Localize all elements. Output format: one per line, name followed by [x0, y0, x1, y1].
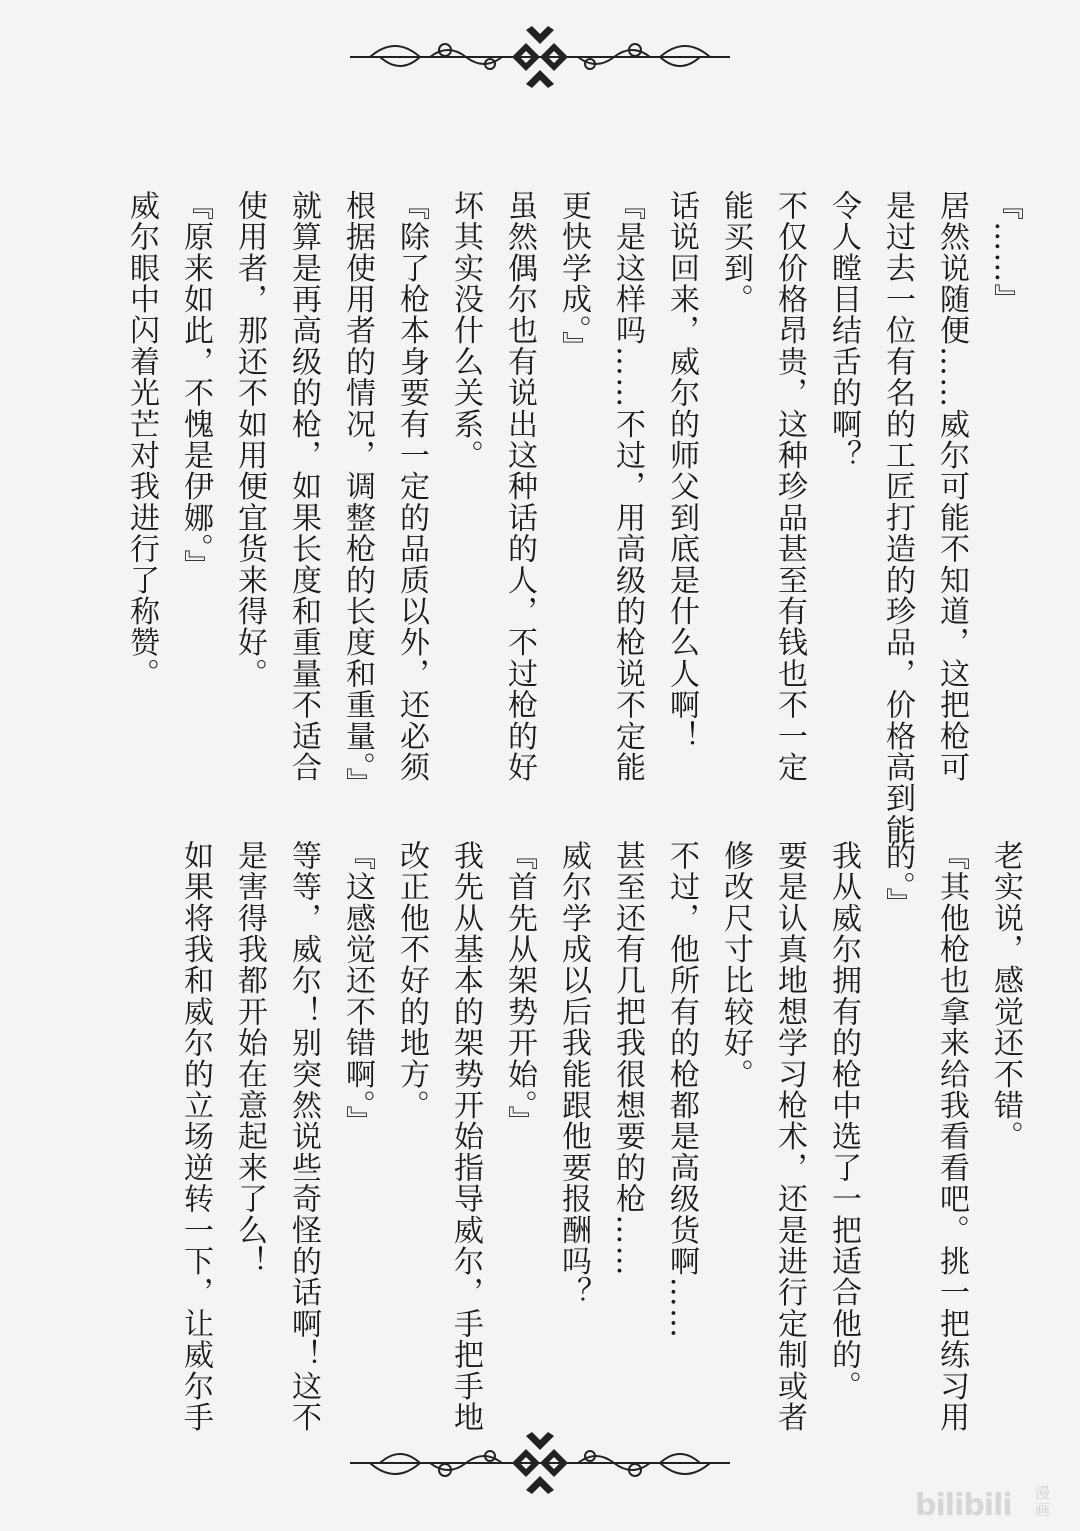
- text-column: 虽然偶尔也有说出这种话的人，不过枪的好: [502, 190, 537, 783]
- text-column: 是害得我都开始在意起来了么！: [232, 840, 267, 1277]
- text-column: 的。』: [880, 840, 915, 919]
- text-column: 『除了枪本身要有一定的品质以外，还必须: [394, 190, 429, 783]
- text-column: 『是这样吗……不过，用高级的枪说不定能: [610, 190, 645, 783]
- text-column: 使用者，那还不如用便宜货来得好。: [232, 190, 267, 690]
- watermark-sub: 漫画: [1035, 1484, 1051, 1519]
- text-column: 老实说，感觉还不错。: [988, 840, 1023, 1152]
- text-column: 我从威尔拥有的枪中选了一把适合他的。: [826, 840, 861, 1402]
- text-column: 如果将我和威尔的立场逆转一下，让威尔手: [178, 840, 213, 1433]
- text-column: 能买到。: [718, 190, 753, 315]
- text-column: 『原来如此，不愧是伊娜。』: [178, 190, 213, 581]
- text-column: 我先从基本的架势开始指导威尔，手把手地: [448, 840, 483, 1433]
- text-column: 要是认真地想学习枪术，还是进行定制或者: [772, 840, 807, 1433]
- text-column: 话说回来，威尔的师父到底是什么人啊！: [664, 190, 699, 752]
- text-column: 『这感觉还不错啊。』: [340, 840, 375, 1137]
- text-column: 不过，他所有的枪都是高级货啊……: [664, 840, 699, 1340]
- text-column: 改正他不好的地方。: [394, 840, 429, 1121]
- text-column: 更快学成。』: [556, 190, 591, 363]
- text-column: 根据使用者的情况，调整枪的长度和重量。』: [340, 190, 375, 799]
- text-column: 甚至还有几把我很想要的枪……: [610, 840, 645, 1277]
- text-column: 坏其实没什么关系。: [448, 190, 483, 471]
- text-column: 是过去一位有名的工匠打造的珍品，价格高到能: [880, 190, 915, 846]
- top-ornament: [340, 22, 740, 92]
- upper-text-block: [20, 190, 1023, 846]
- text-column: 令人瞠目结舌的啊？: [826, 190, 861, 471]
- text-column: 威尔眼中闪着光芒对我进行了称赞。: [124, 190, 159, 690]
- text-column: 修改尺寸比较好。: [718, 840, 753, 1090]
- text-column: 『……』: [988, 190, 1023, 315]
- bottom-ornament: [340, 1428, 740, 1498]
- text-column: 『其他枪也拿来给我看看吧。挑一把练习用: [934, 840, 969, 1433]
- text-column: 不仅价格昂贵，这种珍品甚至有钱也不一定: [772, 190, 807, 783]
- watermark-logo: bilibili: [915, 1488, 1012, 1523]
- text-column: 等等，威尔！别突然说些奇怪的话啊！这不: [286, 840, 321, 1433]
- lower-text-block: [20, 840, 1023, 1433]
- text-column: 威尔学成以后我能跟他要报酬吗？: [556, 840, 591, 1308]
- text-column: 『首先从架势开始。』: [502, 840, 537, 1137]
- text-column: 居然说随便……威尔可能不知道，这把枪可: [934, 190, 969, 783]
- text-column: 就算是再高级的枪，如果长度和重量不适合: [286, 190, 321, 783]
